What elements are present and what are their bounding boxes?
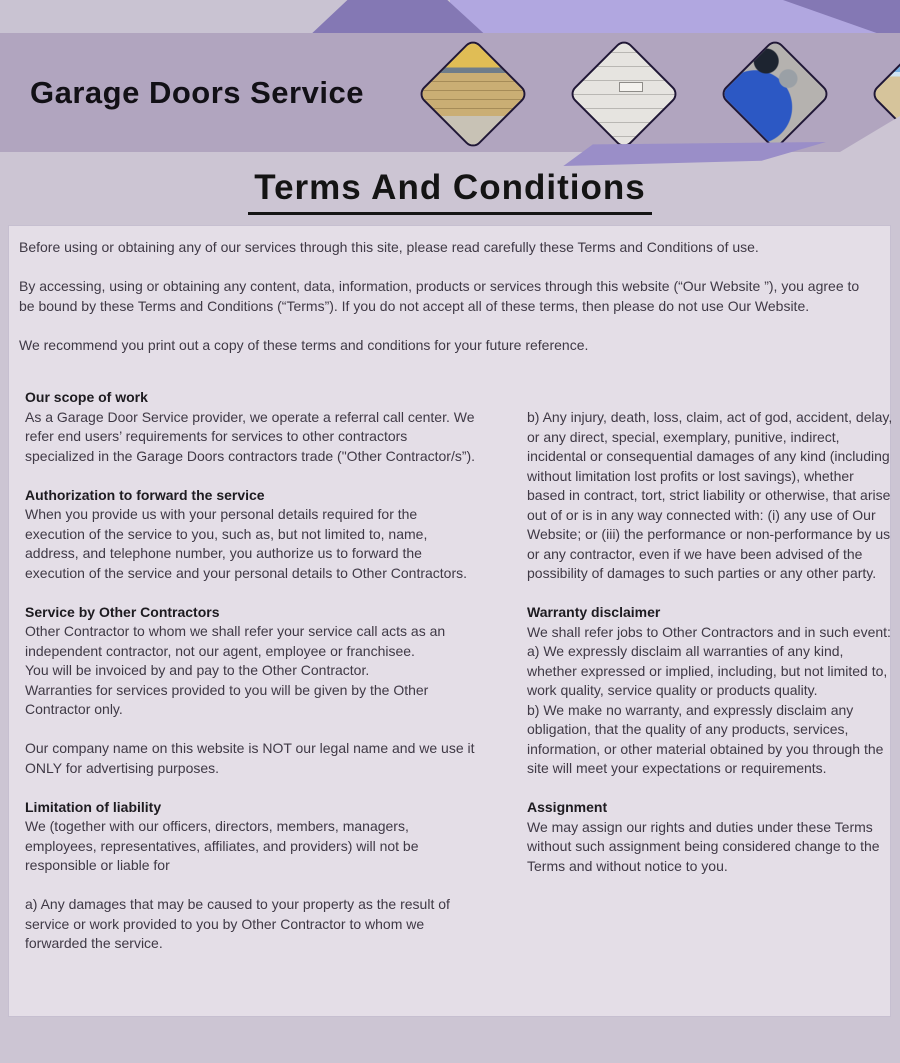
terms-content-box bbox=[8, 225, 891, 1017]
photo-diamond bbox=[567, 37, 680, 150]
purple-wedge-shape bbox=[558, 142, 826, 166]
photo-diamond-row bbox=[414, 35, 900, 153]
page-title: Terms And Conditions bbox=[248, 168, 651, 215]
terms-section bbox=[25, 739, 477, 778]
terms-section bbox=[527, 603, 895, 779]
terms-section bbox=[25, 798, 477, 876]
terms-section bbox=[25, 895, 477, 954]
top-decor-strip bbox=[0, 0, 900, 33]
section-paragraph: a) Any damages that may be caused to your property as the result of service or work provided to you by Other Contractor to whom we forwarded the service. bbox=[25, 896, 450, 951]
terms-section bbox=[25, 388, 477, 466]
section-paragraph: We may assign our rights and duties under these Terms without such assignment being considered change to the Terms and without notice to you. bbox=[527, 818, 880, 874]
site-header bbox=[0, 33, 900, 152]
section-paragraph: b) We make no warranty, and expressly disclaim any obligation, that the quality of any products, services, information, or other material obtained by you through the site will meet your expectations or requirements. bbox=[527, 701, 884, 776]
section-heading: Limitation of liability bbox=[25, 798, 162, 815]
intro-paragraph: We recommend you print out a copy of these terms and conditions for your future reference. bbox=[19, 336, 589, 353]
intro-paragraph: Before using or obtaining any of our services through this site, please read carefully these Terms and Conditions of use. bbox=[19, 239, 759, 255]
white-sectional-door-photo bbox=[569, 39, 679, 149]
section-heading: Authorization to forward the service bbox=[25, 486, 265, 503]
residential-garage-door-photo bbox=[418, 39, 528, 149]
section-paragraph: We shall refer jobs to Other Contractors and in such event: bbox=[527, 623, 891, 640]
section-heading: Service by Other Contractors bbox=[25, 603, 220, 620]
section-paragraph: a) We expressly disclaim all warranties of any kind, whether expressed or implied, including, but not limited to, work quality, service quality or products quality. bbox=[527, 643, 888, 698]
section-paragraph: You will be invoiced by and pay to the Other Contractor. bbox=[25, 662, 370, 678]
section-paragraph: Other Contractor to whom we shall refer your service call acts as an independent contractor, not our agent, employee or franchisee. bbox=[25, 623, 446, 659]
terms-columns bbox=[19, 388, 893, 973]
section-paragraph: As a Garage Door Service provider, we operate a referral call center. We refer end users’ requirements for services to other contractors specialized in the Garage Doors contractors trade ("Other Contractor/s”). bbox=[25, 408, 476, 464]
terms-column-left bbox=[25, 388, 477, 973]
white-sectional-door-photo-detail bbox=[620, 83, 642, 91]
terms-section bbox=[527, 798, 895, 876]
terms-section bbox=[527, 408, 895, 584]
terms-section bbox=[25, 486, 477, 584]
section-paragraph: Warranties for services provided to you will be given by the Other Contractor only. bbox=[25, 681, 429, 717]
photo-diamond bbox=[416, 37, 529, 150]
section-heading: Assignment bbox=[527, 799, 608, 815]
terms-section bbox=[25, 603, 477, 720]
brand-title: Garage Doors Service bbox=[30, 74, 364, 110]
intro-paragraphs bbox=[19, 238, 878, 355]
residential-garage-door-photo-detail bbox=[418, 73, 528, 116]
section-heading: Our scope of work bbox=[25, 389, 148, 405]
terms-column-right bbox=[527, 388, 895, 973]
intro-paragraph: By accessing, using or obtaining any content, data, information, products or services through this website (“Our Website ”), you agree to be bound by these Terms and Conditions (“Terms”). If you do not accept all of these terms, then please do not use Our Website. bbox=[19, 278, 860, 314]
section-paragraph: Our company name on this website is NOT our legal name and we use it ONLY for advertising purposes. bbox=[25, 740, 475, 776]
section-heading: Warranty disclaimer bbox=[527, 604, 661, 620]
technician-drill-photo bbox=[720, 39, 830, 149]
section-paragraph: b) Any injury, death, loss, claim, act of god, accident, delay, or any direct, special, exemplary, punitive, indirect, incidental or consequential damages of any kind (including without limitation lost profits or lost savings), whether based in contract, tort, strict liability or otherwise, that arise out of or is in any way connected with: (i) any use of Our Website; or (iii) the performance or non-performance by us or any contractor, even if we have been advised of the possibility of damages to such parties or any other party. bbox=[527, 409, 893, 581]
section-paragraph: We (together with our officers, directors, members, managers, employees, representatives, affiliates, and providers) will not be responsible or liable for bbox=[25, 818, 419, 873]
section-paragraph: When you provide us with your personal details required for the execution of the service to you, such as, but not limited to, name, address, and telephone number, you authorize us to forward the execution of the service and your personal details to Other Contractors. bbox=[25, 506, 468, 581]
photo-diamond bbox=[718, 37, 831, 150]
